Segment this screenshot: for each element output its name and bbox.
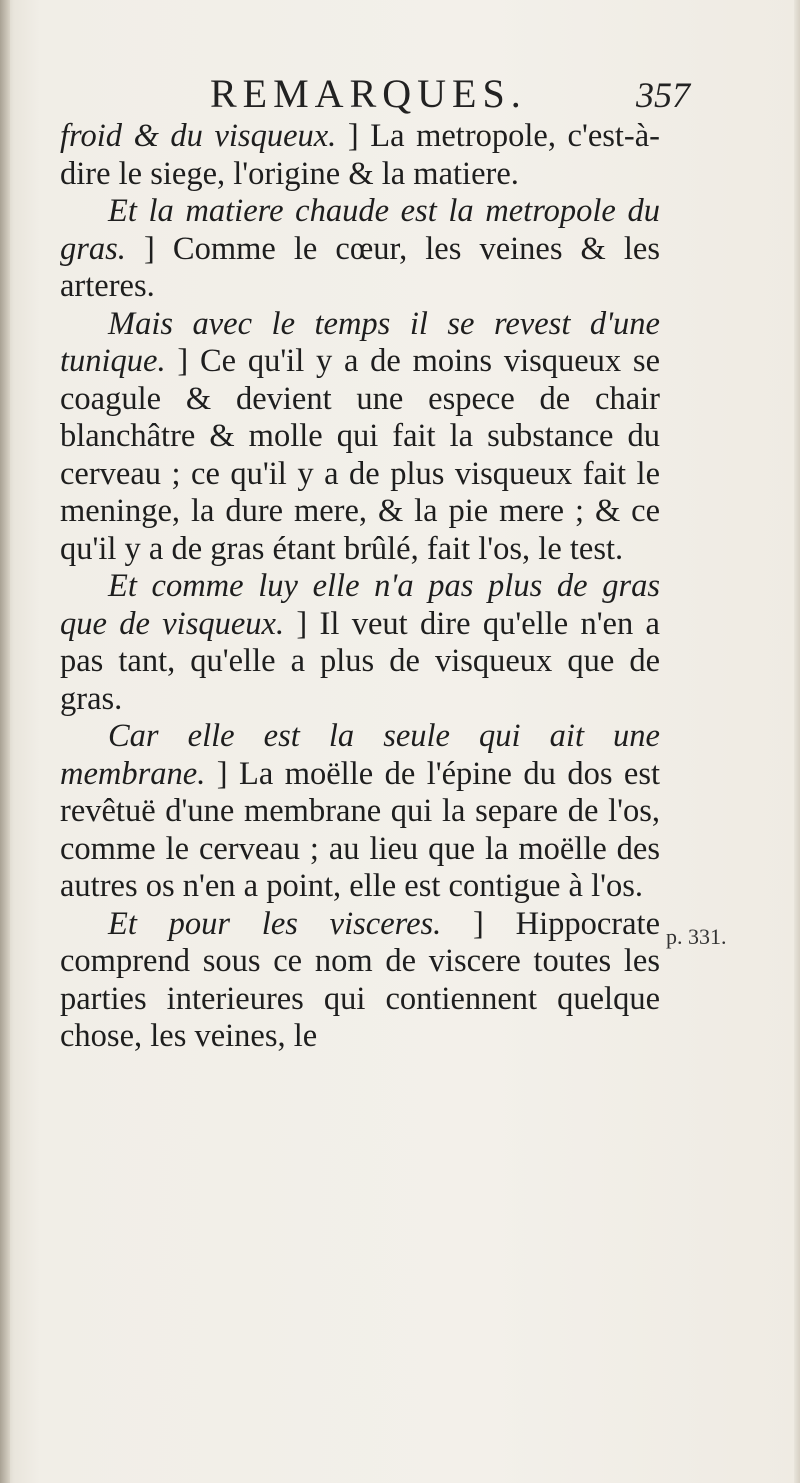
commentary: ] Il veut dire qu'elle n'en a pas tant, qu'elle a plus de visqueux que de gras. [60, 605, 660, 717]
paragraph [60, 568, 660, 718]
margin-note: p. 331. [666, 924, 727, 949]
lemma: Mais avec le temps il se revest d'une tunique. [60, 305, 660, 379]
paragraph [60, 193, 660, 306]
running-head: REMARQUES. [210, 71, 527, 116]
commentary: ] La metropole, c'est-à-dire le siege, l'origine & la matiere. [60, 118, 660, 192]
paragraph [60, 718, 660, 906]
commentary: ] Hippocrate comprend sous ce nom de viscere toutes les parties interieures qui contiennent quelque chose, les veines, le [60, 905, 660, 1054]
lemma: Et comme luy elle n'a pas plus de gras que de visqueux. [60, 568, 660, 642]
page-number: 357 [636, 75, 690, 115]
lemma: Et la matiere chaude est la metropole du gras. [60, 193, 660, 267]
commentary: ] Ce qu'il y a de moins visqueux se coagule & devient une espece de chair blanchâtre & molle qui fait la substance du cerveau ; ce qu'il y a de plus visqueux fait le meninge, la dure mere, & la pie mere ; & ce qu'il y a de gras étant brûlé, fait l'os, le test. [60, 343, 661, 567]
paragraph [60, 306, 660, 569]
page-edge [794, 0, 800, 1483]
page-header [210, 70, 690, 120]
lemma: Car elle est la seule qui ait une membrane. [60, 718, 660, 792]
page-gutter [0, 0, 10, 1483]
lemma: froid & du visqueux. [60, 118, 337, 154]
body-text [60, 118, 660, 1056]
paragraph [60, 906, 660, 1056]
paragraph [60, 118, 660, 193]
lemma: Et pour les visceres. [108, 905, 442, 942]
commentary: ] Comme le cœur, les veines & les arteres. [60, 230, 660, 304]
commentary: ] La moëlle de l'épine du dos est revêtuë d'une membrane qui la separe de l'os, comme le cerveau ; au lieu que la moëlle des autres os n'en a point, elle est contigue à l'os. [60, 755, 661, 904]
